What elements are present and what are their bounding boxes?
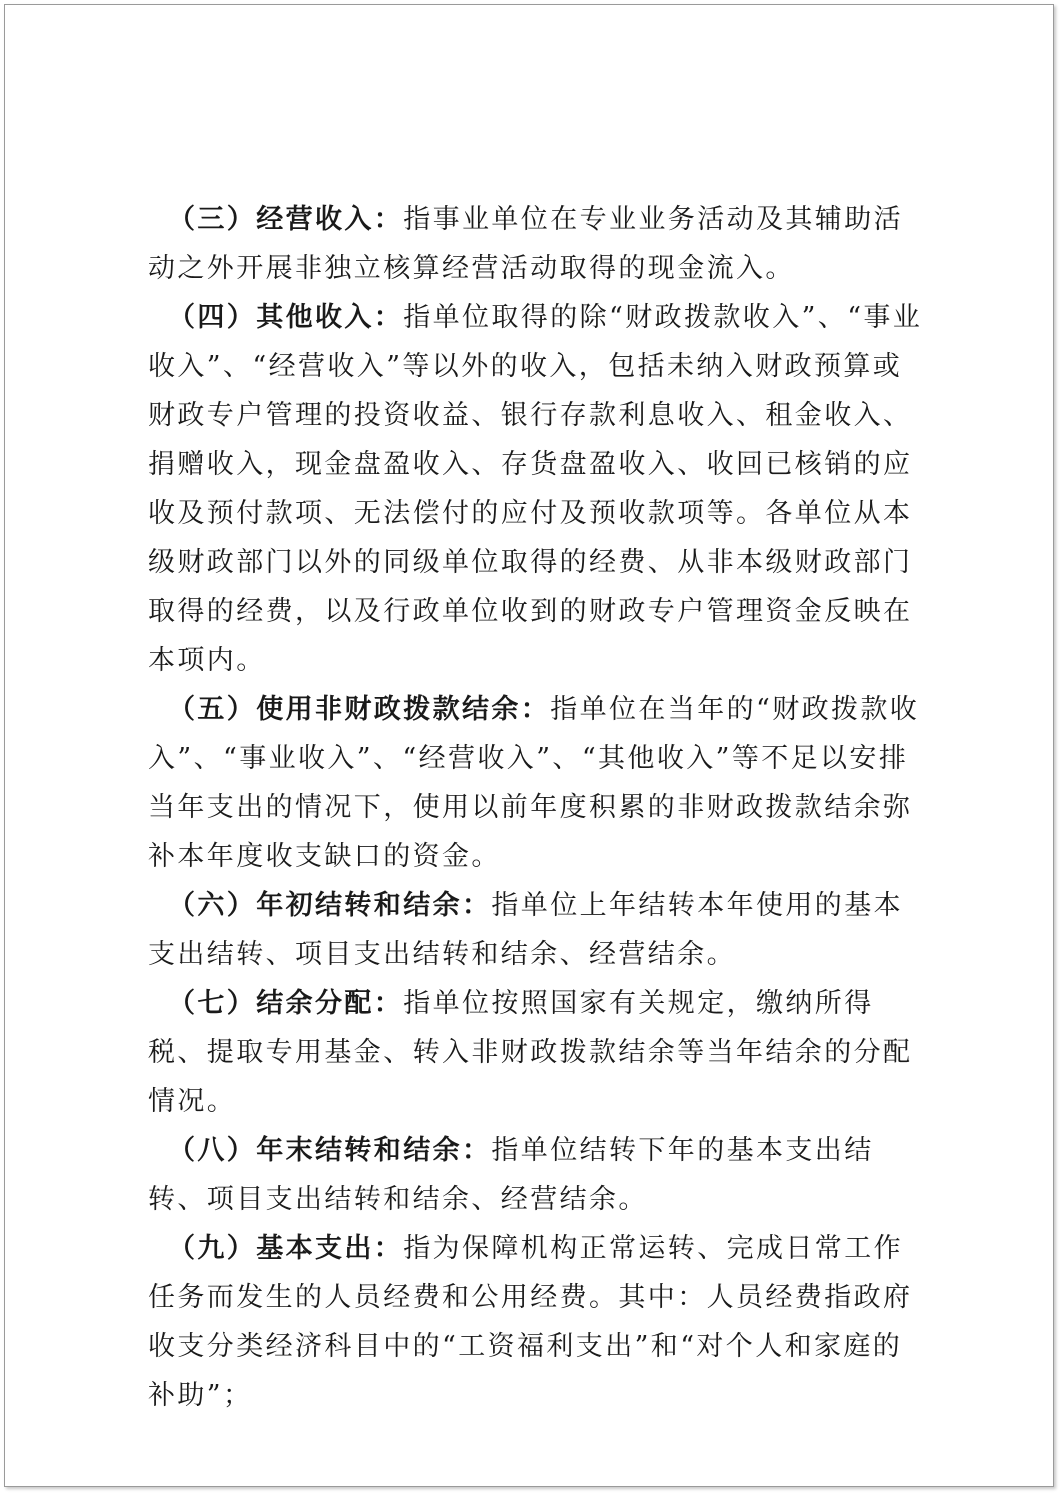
definition-closing-balance: 指单位结转下年的基本支出结转、项目支出结转和结余、经营结余。 [148,1135,874,1215]
definition-basic-expenditure: 指为保障机构正常运转、完成日常工作任务而发生的人员经费和公用经费。其中：人员经费指政府收支分类经济科目中的“工资福利支出”和“对个人和家庭的补助”； [148,1233,913,1411]
paragraph-other-income [148,293,923,685]
definition-surplus-distribution: 指单位按照国家有关规定，缴纳所得税、提取专用基金、转入非财政拨款结余等当年结余的分配情况。 [148,988,913,1117]
paragraph-non-fiscal-surplus [148,685,923,881]
definition-opening-balance: 指单位上年结转本年使用的基本支出结转、项目支出结转和结余、经营结余。 [148,890,904,970]
paragraph-surplus-distribution [148,979,923,1126]
term-opening-balance: （六）年初结转和结余： [168,890,492,921]
term-operating-income: （三）经营收入： [168,204,404,235]
term-other-income: （四）其他收入： [168,302,404,333]
page-content [148,195,923,1420]
definition-operating-income: 指事业单位在专业业务活动及其辅助活动之外开展非独立核算经营活动取得的现金流入。 [148,204,904,284]
paragraph-opening-balance [148,881,923,979]
term-non-fiscal-surplus: （五）使用非财政拨款结余： [168,694,551,725]
definition-non-fiscal-surplus: 指单位在当年的“财政拨款收入”、“事业收入”、“经营收入”、“其他收入”等不足以安排当年支出的情况下，使用以前年度积累的非财政拨款结余弥补本年度收支缺口的资金。 [148,694,920,872]
term-closing-balance: （八）年末结转和结余： [168,1135,492,1166]
document-page [4,4,1054,1487]
paragraph-basic-expenditure [148,1224,923,1420]
term-surplus-distribution: （七）结余分配： [168,988,404,1019]
definition-other-income: 指单位取得的除“财政拨款收入”、“事业收入”、“经营收入”等以外的收入，包括未纳入财政预算或财政专户管理的投资收益、银行存款利息收入、租金收入、捐赠收入，现金盘盈收入、存货盘盈收入、收回已核销的应收及预付款项、无法偿付的应付及预收款项等。各单位从本级财政部门以外的同级单位取得的经费、从非本级财政部门取得的经费，以及行政单位收到的财政专户管理资金反映在本项内。 [148,302,923,676]
paragraph-closing-balance [148,1126,923,1224]
term-basic-expenditure: （九）基本支出： [168,1233,404,1264]
paragraph-operating-income [148,195,923,293]
